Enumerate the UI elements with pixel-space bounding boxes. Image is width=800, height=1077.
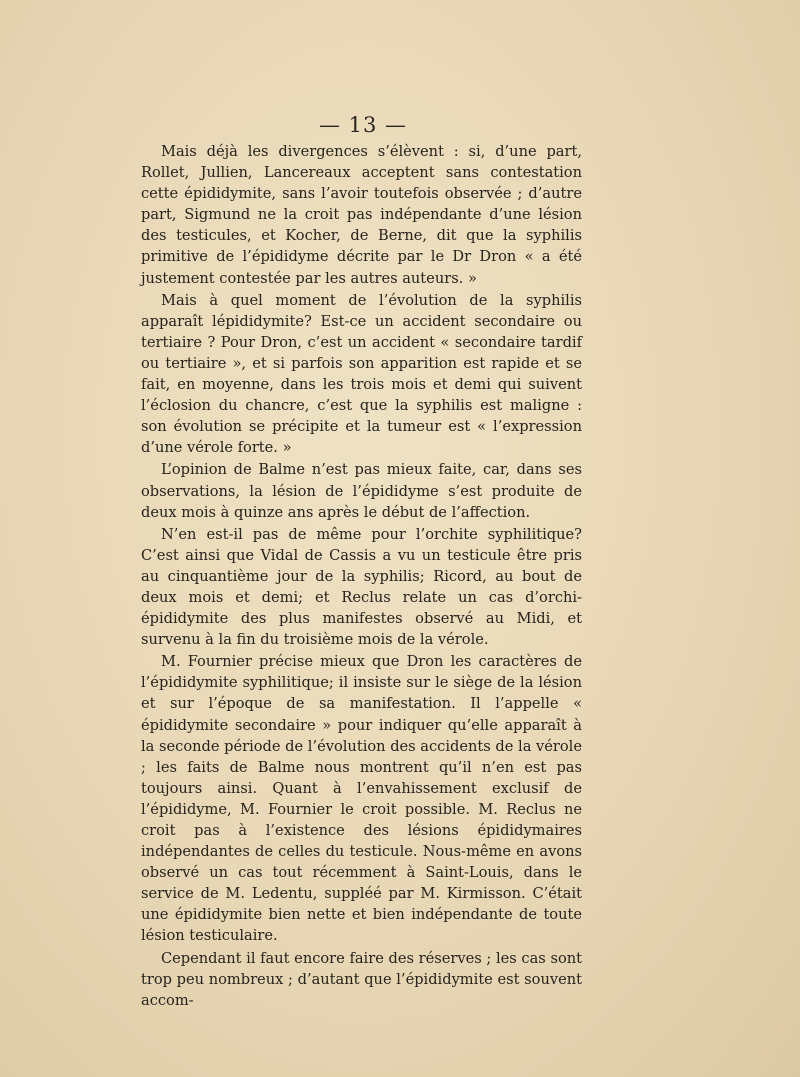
paragraph: M. Fournier précise mieux que Dron les caractères de l’épididymite syphilitique; il insiste sur le siège de la lésion et sur l’époque de sa manifestation. Il l’appelle « épididymite secondaire » pour indiquer qu’elle apparaît à la seconde période de l’évolution des accidents de la vérole ; les faits de Balme nous montrent qu’il n’en est pas toujours ainsi. Quant à l’envahissement exclusif de l’épididyme, M. Fournier le croit possible. M. Reclus ne croit pas à l’existence des lésions épididymaires indépendantes de celles du testicule. Nous-même en avons observé un cas tout récemment à Saint-Louis, dans le service de M. Ledentu, suppléé par M. Kirmisson. C’était une épididymite bien nette et bien indépendante de toute lésion testiculaire. — [141, 653, 582, 945]
paragraph: Mais à quel moment de l’évolution de la syphilis apparaît lépididymite? Est-ce un accident secondaire ou tertiaire ? Pour Dron, c’est un accident « secondaire tardif ou tertiaire », et si parfois son apparition est rapide et se fait, en moyenne, dans les trois mois et demi qui suivent l’éclosion du chancre, c’est que la syphilis est maligne : son évolution se précipite et la tumeur est « l’expression d’une vérole forte. » — [141, 291, 582, 457]
page-number: — 13 — — [318, 113, 408, 137]
paragraph: N’en est-il pas de même pour l’orchite syphilitique? C’est ainsi que Vidal de Cassis a vu un testicule être pris au cinquantième jour de la syphilis; Ricord, au bout de deux mois et demi; et Reclus relate un cas d’orchi-épididymite des plus manifestes observé au Midi, et survenu à la fin du troisième mois de la vérole. — [141, 525, 582, 649]
paragraph: Cependant il faut encore faire des réserves ; les cas sont trop peu nombreux ; d’autant que l’épididymite est souvent accom- — [141, 949, 582, 1009]
body-text — [141, 141, 582, 1012]
paragraph: Mais déjà les divergences s’élèvent : si, d’une part, Rollet, Jullien, Lancereaux acceptent sans contestation cette épididymite, sans l’avoir toutefois observée ; d’autre part, Sigmund ne la croit pas indépendante d’une lésion des testicules, et Kocher, de Berne, dit que la syphilis primitive de l’épididyme décrite par le Dr Dron « a été justement contestée par les autres auteurs. » — [141, 143, 582, 287]
paragraph: L’opinion de Balme n’est pas mieux faite, car, dans ses observations, la lésion de l’épididyme s’est produite de deux mois à quinze ans après le début de l’affection. — [141, 461, 582, 521]
